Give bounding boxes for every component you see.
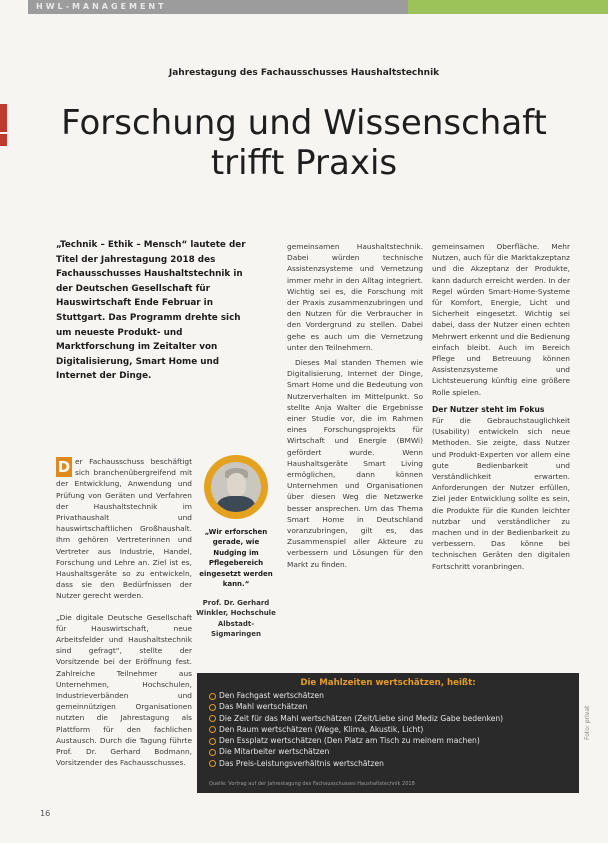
bullet-circle-icon — [209, 738, 216, 745]
info-box-list — [209, 690, 503, 769]
pull-quote-author: Prof. Dr. Gerhard Winkler, Hochschule Albstadt-Sigmaringen — [196, 599, 276, 639]
col3-subhead: Der Nutzer steht im Fokus — [432, 404, 545, 414]
column-1 — [56, 456, 192, 768]
portrait — [211, 462, 261, 512]
info-box-title: Die Mahlzeiten wertschätzen, heißt: — [300, 678, 476, 688]
speaker-photo — [204, 455, 268, 519]
col3-paragraph-1: gemeinsamen Oberfläche. Mehr Nutzen, auch für die Marktakzeptanz und die Akzeptanz der Produkte, kann dadurch erreicht werden. In der Regel würden Smart-Home-Systeme für Komfort, Energie, Licht und Sicherheit eingesetzt. Wichtig sei dabei, dass der Nutzer einen echten Mehrwert erkennt und die Bedienung einfach bleibt. Auch im Bereich Pflege und Betreuung können Assistenzsysteme und Lichtsteuerung künftig eine größere Rolle spielen. — [432, 242, 570, 397]
col1-paragraph-1: er Fachausschuss beschäftigt sich branchenübergreifend mit der Entwicklung, Anwendung und Prüfung von Geräten und Verfahren der Haushaltstechnik im Privathaushalt und hauswirtschaftlichen Großhaushalt. Ihm gehören Vertreterinnen und Vertreter aus Industrie, Handel, Forschung und Lehre an. Ziel ist es, Haushaltsgeräte so zu entwickeln, dass sie den Bedürfnissen der Nutzer gerecht werden. — [56, 457, 192, 601]
title-line-1: Forschung und Wissenschaft — [61, 103, 547, 143]
bullet-circle-icon — [209, 726, 216, 733]
col2-paragraph-1: gemeinsamen Haushaltstechnik. Dabei würden technische Assistenzsysteme und Vernetzung immer mehr in den Alltag integriert. Wichtig sei es, die Forschung mit der Praxis zusammenzubringen und den Nutzen für die Verbraucher in den Vordergrund zu stellen. Dabei gehe es auch um die Vernetzung unter den Teilnehmern. — [287, 242, 423, 352]
col2-paragraph-2: Dieses Mal standen Themen wie Digitalisierung, Internet der Dinge, Smart Home und die Bedeutung von Nutzerverhalten im Mittelpunkt. So stellte Anja Walter die Ergebnisse einer Studie vor, die im Rahmen eines Forschungsprojekts für Wirtschaft und Energie (BMWi) gefördert wurde. Wenn Haushaltsgeräte Smart Living ermöglichen, dann können Unternehmen und Organisationen über diesen Weg die Netzwerke besser ansprechen. Um das Thema Smart Home in Deutschland voranzubringen, gilt es, das Zusammenspiel aller Akteure zu verbessern und Lösungen für den Markt zu finden. — [287, 358, 423, 569]
section-label: HWL-MANAGEMENT — [36, 2, 167, 11]
column-3 — [432, 241, 570, 671]
page-number: 16 — [40, 809, 51, 818]
list-item: Das Preis-Leistungsverhältnis wertschätzen — [209, 758, 503, 769]
drop-cap: D — [57, 458, 71, 476]
info-box-footnote: Quelle: Vortrag auf der Jahrestagung des Fachausschusses Haushaltstechnik 2018 — [209, 781, 415, 787]
column-2 — [287, 241, 423, 671]
bullet-circle-icon — [209, 693, 216, 700]
list-item: Den Fachgast wertschätzen — [209, 690, 503, 701]
title-line-2: trifft Praxis — [210, 143, 398, 183]
article-title — [0, 103, 608, 183]
bullet-circle-icon — [209, 760, 216, 767]
section-accent-bar — [408, 0, 608, 14]
col1-paragraph-2: „Die digitale Deutsche Gesellschaft für Hauswirtschaft, neue Arbeitsfelder und Haushaltstechnik sind gefragt“, stellte der Vorsitzende bei der Eröffnung fest. Zahlreiche Teilnehmer aus Unternehmen, Hochschulen, Industrieverbänden und gemeinnützigen Organisationen nutzten die Jahrestagung als Plattform für den fachlichen Austausch. Durch die Tagung führte Prof. Dr. Gerhard Bodmann, Vorsitzender des Fachausschusses. — [56, 612, 192, 768]
bullet-circle-icon — [209, 749, 216, 756]
list-item: Die Zeit für das Mahl wertschätzen (Zeit/Liebe sind Mediz Gabe bedenken) — [209, 713, 503, 724]
portrait-body — [217, 496, 255, 512]
list-item: Den Essplatz wertschätzen (Den Platz am Tisch zu meinem machen) — [209, 735, 503, 746]
photo-credit: Foto: privat — [584, 705, 591, 740]
list-item: Den Raum wertschätzen (Wege, Klima, Akustik, Licht) — [209, 724, 503, 735]
col3-paragraph-2: Für die Gebrauchstauglichkeit (Usability) entwickeln sich neue Methoden. Sie zeigte, dass Nutzer und Produkt-Experten vor allem eine gute Bedienbarkeit und Verständlichkeit erwarten. Anforderungen der Nutzer erfüllen, Ziel jeder Entwicklung sollte es sein, die Produkte für die Kunden leichter nutzbar und verständlicher zu machen und in der Bedienbarkeit zu verbessern. Das könne bei technischen Geräten den digitalen Fortschritt voranbringen. — [432, 416, 570, 571]
bullet-circle-icon — [209, 715, 216, 722]
list-item: Die Mitarbeiter wertschätzen — [209, 746, 503, 757]
portrait-face — [227, 473, 246, 497]
article-lead: „Technik – Ethik – Mensch“ lautete der Titel der Jahrestagung 2018 des Fachausschusses Haushaltstechnik in der Deutschen Gesellschaft für Hauswirtschaft Ende Februar in Stuttgart. Das Programm drehte sich um neueste Produkt- und Marktforschung im Zeitalter von Digitalisierung, Smart Home und Internet der Dinge. — [56, 240, 246, 382]
pull-quote: „Wir erforschen gerade, wie Nudging im Pflegebereich eingesetzt werden kann.“ — [199, 528, 273, 589]
article-kicker: Jahrestagung des Fachausschusses Haushaltstechnik — [168, 68, 440, 78]
list-item: Das Mahl wertschätzen — [209, 701, 503, 712]
section-bar — [28, 0, 408, 14]
bullet-circle-icon — [209, 704, 216, 711]
info-box — [197, 673, 579, 793]
